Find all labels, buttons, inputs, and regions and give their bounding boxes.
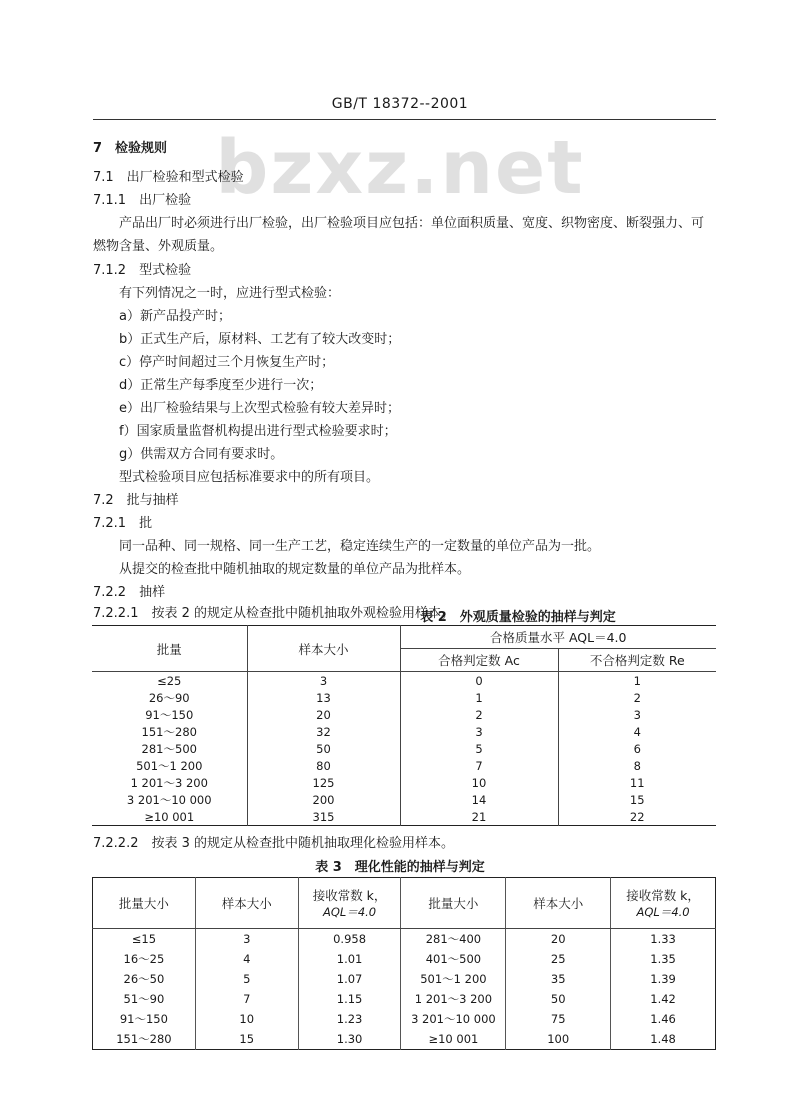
table-cell: 5: [400, 740, 558, 757]
section-7-2-2-1: 7.2.2.1 按表 2 的规定从检查批中随机抽取外观检验用样本。: [93, 606, 455, 621]
table-row: [93, 1009, 716, 1029]
table-cell: 501～1 200: [92, 757, 247, 774]
table-cell: 35: [506, 969, 611, 989]
section-7-2-1-para-1: 同一品种、同一规格、同一生产工艺，稳定连续生产的一定数量的单位产品为一批。: [119, 539, 601, 554]
table-cell: 6: [633, 741, 641, 756]
table-cell: 11: [629, 775, 645, 790]
table-cell: 5: [195, 969, 298, 989]
table-cell: 0.958: [298, 929, 401, 950]
table-cell: 7: [400, 757, 558, 774]
table-row: [92, 740, 716, 757]
list-item: c）停产时间超过三个月恢复生产时；: [119, 355, 335, 370]
table-cell: 3: [400, 723, 558, 740]
table-cell: 315: [247, 808, 400, 826]
table-cell: 2: [633, 690, 641, 705]
table-2-header-batch: 批量: [92, 626, 247, 672]
table-cell: 3 201～10 000: [401, 1009, 506, 1029]
table-row: [92, 672, 716, 690]
table-2: [92, 625, 716, 826]
table-row: [93, 989, 716, 1009]
section-7-1-2-end: 型式检验项目应包括标准要求中的所有项目。: [119, 470, 380, 485]
table-2-header-sample: 样本大小: [247, 626, 400, 672]
table-cell: 3: [247, 672, 400, 690]
table-3-header-batch: 批量大小: [93, 878, 196, 929]
table-cell: 25: [506, 949, 611, 969]
table-cell: 50: [247, 740, 400, 757]
table-3: [92, 877, 716, 1050]
table-cell: 1.39: [650, 972, 676, 986]
table-cell: 1.30: [298, 1029, 401, 1050]
section-7-2-1-heading: 7.2.1 批: [93, 516, 153, 531]
table-cell: 1.33: [650, 932, 676, 946]
section-7-1-1-heading: 7.1.1 出厂检验: [93, 193, 192, 208]
list-item: a）新产品投产时；: [119, 309, 231, 324]
table-3-header-k-2: [611, 878, 716, 929]
table-cell: 22: [629, 809, 645, 824]
table-cell: 1.35: [650, 952, 676, 966]
table-cell: 1 201～3 200: [401, 989, 506, 1009]
section-7-1-heading: 7.1 出厂检验和型式检验: [93, 170, 244, 185]
table-cell: 50: [506, 989, 611, 1009]
table-row: [92, 774, 716, 791]
table-cell: 151～280: [92, 723, 247, 740]
table-2-header-accept: 合格判定数 Ac: [400, 649, 558, 672]
section-7-1-1-para-1: 产品出厂时必须进行出厂检验，出厂检验项目应包括：单位面积质量、宽度、织物密度、断裂强力、可: [119, 216, 705, 231]
table-cell: 51～90: [93, 989, 196, 1009]
table-cell: 1: [633, 673, 641, 688]
table-row: [92, 757, 716, 774]
table-cell: 13: [247, 689, 400, 706]
section-7-1-2-heading: 7.1.2 型式检验: [93, 263, 192, 278]
table-cell: 10: [195, 1009, 298, 1029]
section-7-2-2-2: 7.2.2.2 按表 3 的规定从检查批中随机抽取理化检验用样本。: [93, 836, 455, 851]
table-3-header-sample: 样本大小: [195, 878, 298, 929]
table-cell: 20: [247, 706, 400, 723]
table-cell: 10: [400, 774, 558, 791]
table-cell: 8: [633, 758, 641, 773]
table-cell: 3: [195, 929, 298, 950]
table-cell: 1.01: [298, 949, 401, 969]
list-item: g）供需双方合同有要求时。: [119, 447, 284, 462]
table-cell: 1: [400, 689, 558, 706]
table-cell: 1 201～3 200: [92, 774, 247, 791]
table-3-header-k-aql: AQL＝4.0: [323, 905, 377, 919]
table-cell: 20: [506, 929, 611, 950]
table-row: [93, 1029, 716, 1050]
table-cell: 151～280: [93, 1029, 196, 1050]
table-cell: ≤25: [92, 672, 247, 690]
table-cell: 32: [247, 723, 400, 740]
table-2-caption: 表 2 外观质量检验的抽样与判定: [420, 610, 616, 625]
table-cell: 1.42: [650, 992, 676, 1006]
table-row: [92, 808, 716, 826]
table-cell: 3 201～10 000: [92, 791, 247, 808]
table-cell: ≤15: [93, 929, 196, 950]
table-cell: 14: [400, 791, 558, 808]
table-3-header-k-label: 接收常数 k，: [312, 888, 387, 903]
table-cell: 3: [633, 707, 641, 722]
table-cell: ≥10 001: [92, 808, 247, 826]
watermark: bzxz.net: [215, 125, 585, 211]
table-2-header-aql: 合格质量水平 AQL＝4.0: [400, 626, 716, 649]
table-row: [93, 969, 716, 989]
table-cell: 80: [247, 757, 400, 774]
header-rule: [93, 119, 716, 120]
table-cell: 281～400: [401, 929, 506, 950]
table-3-header-batch-2: 批量大小: [401, 878, 506, 929]
section-7-2-1-para-2: 从提交的检查批中随机抽取的规定数量的单位产品为批样本。: [119, 562, 471, 577]
table-cell: 1.48: [650, 1032, 676, 1046]
table-row: [92, 706, 716, 723]
table-cell: 91～150: [93, 1009, 196, 1029]
table-row: [92, 791, 716, 808]
table-cell: 4: [195, 949, 298, 969]
table-cell: 0: [400, 672, 558, 690]
table-cell: 501～1 200: [401, 969, 506, 989]
table-cell: 1.07: [298, 969, 401, 989]
table-cell: 91～150: [92, 706, 247, 723]
table-cell: 7: [195, 989, 298, 1009]
table-cell: 75: [506, 1009, 611, 1029]
list-item: e）出厂检验结果与上次型式检验有较大差异时；: [119, 401, 400, 416]
table-cell: 125: [247, 774, 400, 791]
list-item: b）正式生产后，原材料、工艺有了较大改变时；: [119, 332, 401, 347]
table-cell: 21: [400, 808, 558, 826]
table-cell: 4: [633, 724, 641, 739]
table-cell: 16～25: [93, 949, 196, 969]
list-item: d）正常生产每季度至少进行一次；: [119, 378, 323, 393]
table-cell: 100: [506, 1029, 611, 1050]
table-3-header-sample-2: 样本大小: [506, 878, 611, 929]
section-7-heading: 7 检验规则: [93, 141, 168, 156]
section-7-1-2-intro: 有下列情况之一时，应进行型式检验：: [119, 286, 341, 301]
table-cell: 401～500: [401, 949, 506, 969]
table-3-header-k-aql-2: AQL＝4.0: [636, 905, 690, 919]
table-cell: 1.46: [650, 1012, 676, 1026]
table-cell: 2: [400, 706, 558, 723]
section-7-1-1-para-2: 燃物含量、外观质量。: [93, 239, 224, 254]
table-cell: 26～90: [92, 689, 247, 706]
table-2-header-reject: 不合格判定数 Re: [558, 649, 716, 672]
section-7-2-heading: 7.2 批与抽样: [93, 493, 179, 508]
table-3-caption: 表 3 理化性能的抽样与判定: [315, 860, 485, 875]
table-row: [93, 929, 716, 950]
table-3-header-k: [298, 878, 401, 929]
list-item: f）国家质量监督机构提出进行型式检验要求时；: [119, 424, 397, 439]
table-row: [92, 689, 716, 706]
table-3-header-k-label-2: 接收常数 k，: [626, 888, 700, 903]
table-row: [93, 949, 716, 969]
section-7-2-2-heading: 7.2.2 抽样: [93, 585, 166, 600]
table-cell: 281～500: [92, 740, 247, 757]
table-cell: 26～50: [93, 969, 196, 989]
table-cell: 15: [629, 792, 645, 807]
table-cell: 15: [195, 1029, 298, 1050]
table-row: [92, 723, 716, 740]
table-cell: ≥10 001: [401, 1029, 506, 1050]
table-cell: 1.23: [298, 1009, 401, 1029]
table-cell: 1.15: [298, 989, 401, 1009]
table-cell: 200: [247, 791, 400, 808]
page-header: GB/T 18372--2001: [331, 96, 469, 112]
